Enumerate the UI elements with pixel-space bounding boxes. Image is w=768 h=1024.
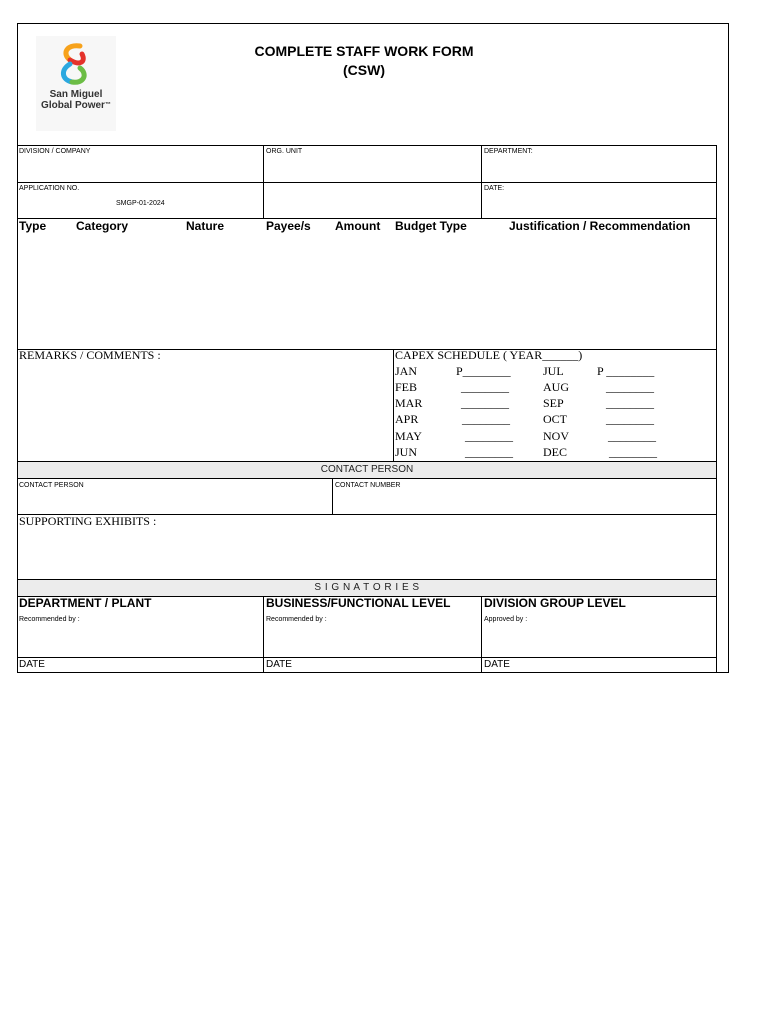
column-justification: Justification / Recommendation xyxy=(509,219,691,233)
capex-month-jan: JAN xyxy=(395,364,418,378)
remarks-label: REMARKS / COMMENTS : xyxy=(19,348,161,362)
signatory-department-title: DEPARTMENT / PLANT xyxy=(19,596,152,610)
column-nature: Nature xyxy=(186,219,225,233)
details-table[interactable] xyxy=(17,218,717,350)
signatories-bar: S I G N A T O R I E S xyxy=(17,579,717,597)
signatory-business-role: Recommended by : xyxy=(266,616,327,623)
column-amount: Amount xyxy=(335,219,381,233)
capex-month-sep: SEP xyxy=(543,396,564,410)
divider xyxy=(263,145,264,219)
capex-month-feb: FEB xyxy=(395,380,418,394)
capex-month-aug: AUG xyxy=(543,380,569,394)
logo-mark-icon xyxy=(36,40,116,92)
divider xyxy=(263,596,264,673)
capex-month-jun: JUN xyxy=(395,445,418,459)
supporting-exhibits-label: SUPPORTING EXHIBITS : xyxy=(19,514,157,528)
logo-text-line1: San Miguel xyxy=(49,89,103,100)
contact-person-label: CONTACT PERSON xyxy=(19,482,84,489)
capex-month-dec: DEC xyxy=(543,445,567,459)
signatory-division-date: DATE xyxy=(484,659,510,670)
capex-blank-apr[interactable]: ________ xyxy=(462,412,510,426)
application-no-value[interactable]: SMGP-01-2024 xyxy=(116,200,165,207)
column-type: Type xyxy=(19,219,47,233)
divider xyxy=(393,349,394,462)
form-title-line1: COMPLETE STAFF WORK FORM xyxy=(254,43,474,59)
contact-number-label: CONTACT NUMBER xyxy=(335,482,401,489)
capex-blank-jun[interactable]: ________ xyxy=(465,445,513,459)
divider xyxy=(481,145,482,219)
division-company-label: DIVISION / COMPANY xyxy=(19,148,91,155)
capex-schedule-title: CAPEX SCHEDULE ( YEAR______) xyxy=(395,348,583,362)
capex-blank-jan[interactable]: P________ xyxy=(456,364,511,378)
capex-blank-aug[interactable]: ________ xyxy=(606,380,654,394)
divider xyxy=(332,478,333,515)
trademark-mark: ™ xyxy=(104,102,111,108)
divider xyxy=(17,657,717,658)
capex-blank-oct[interactable]: ________ xyxy=(606,412,654,426)
signatory-division-role: Approved by : xyxy=(484,616,528,623)
divider xyxy=(17,182,717,183)
signatory-division-title: DIVISION GROUP LEVEL xyxy=(484,596,626,610)
application-no-label: APPLICATION NO. xyxy=(19,185,80,192)
capex-month-apr: APR xyxy=(395,412,419,426)
capex-blank-jul[interactable]: P ________ xyxy=(597,364,655,378)
capex-month-mar: MAR xyxy=(395,396,423,410)
capex-blank-mar[interactable]: ________ xyxy=(461,396,509,410)
capex-blank-dec[interactable]: ________ xyxy=(609,445,657,459)
capex-blank-feb[interactable]: ________ xyxy=(461,380,509,394)
contact-person-bar: CONTACT PERSON xyxy=(17,461,717,479)
department-label: DEPARTMENT: xyxy=(484,148,533,155)
divider xyxy=(481,596,482,673)
column-category: Category xyxy=(76,219,129,233)
form-title xyxy=(214,42,514,80)
column-payees: Payee/s xyxy=(266,219,311,233)
form-title-line2: (CSW) xyxy=(343,62,385,78)
capex-month-nov: NOV xyxy=(543,429,569,443)
capex-month-oct: OCT xyxy=(543,412,567,426)
company-logo xyxy=(36,36,116,131)
capex-blank-may[interactable]: ________ xyxy=(465,429,513,443)
signatory-department-role: Recommended by : xyxy=(19,616,80,623)
signatory-business-date: DATE xyxy=(266,659,292,670)
capex-blank-sep[interactable]: ________ xyxy=(606,396,654,410)
capex-blank-nov[interactable]: ________ xyxy=(608,429,656,443)
date-label: DATE: xyxy=(484,185,505,192)
capex-month-may: MAY xyxy=(395,429,422,443)
signatory-department-date: DATE xyxy=(19,659,45,670)
logo-text-line2: Global Power xyxy=(41,100,105,111)
org-unit-label: ORG. UNIT xyxy=(266,148,303,155)
signatory-business-title: BUSINESS/FUNCTIONAL LEVEL xyxy=(266,596,451,610)
capex-month-jul: JUL xyxy=(543,364,564,378)
column-budget-type: Budget Type xyxy=(395,219,467,233)
